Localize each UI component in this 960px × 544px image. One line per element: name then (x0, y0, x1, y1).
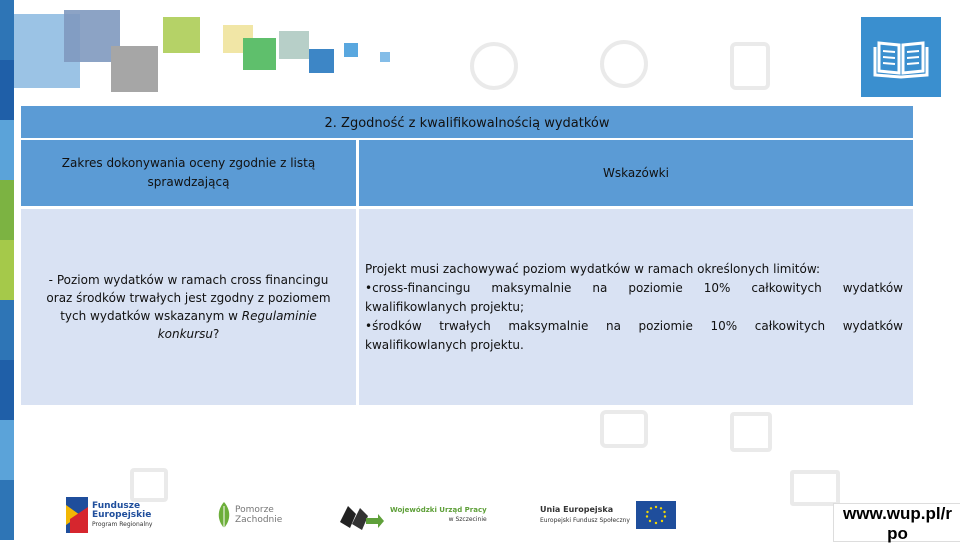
decor-square (163, 17, 200, 53)
table-header-hints (359, 140, 913, 206)
open-book-icon (861, 17, 941, 97)
hint-line: Projekt musi zachowywać poziom wydatków w ramach określonych limitów: (365, 261, 821, 276)
decor-square (243, 38, 276, 70)
logo-unia-europejska (540, 495, 676, 535)
logo-fundusze-europejskie (66, 495, 152, 535)
table-header-hints-label: Wskazówki (603, 165, 669, 180)
decor-square (309, 49, 334, 73)
book-tile (861, 17, 941, 97)
logo-pomorze-zachodnie (215, 495, 282, 535)
table-cell-hints (359, 209, 913, 405)
watermark-icon (790, 470, 840, 506)
criteria-text-end: ? (212, 327, 220, 341)
criteria-text-italic: Regulaminie konkursu (157, 309, 317, 341)
pom-line1: Pomorze (235, 505, 274, 515)
decor-square (111, 46, 158, 92)
table-header-criteria-label: Zakres dokonywania oceny zgodnie z listą sprawdzającą (61, 156, 316, 189)
decor-square (344, 43, 358, 57)
watermark-icon (600, 40, 648, 88)
fe-flag-icon (66, 497, 88, 533)
criteria-text-main: - Poziom wydatków w ramach cross financingu oraz środków trwałych jest zgodny z poziomem tych wydatków wskazanym w (46, 273, 331, 323)
table-cell-criteria (21, 209, 356, 405)
fe-line2: Europejskie (92, 509, 152, 520)
fe-line1: Fundusze (92, 500, 141, 511)
decor-square (380, 52, 390, 62)
footer-url[interactable]: www.wup.pl/r po (833, 503, 960, 542)
ue-line2: Europejski Fundusz Społeczny (540, 517, 630, 524)
left-color-strip (0, 0, 14, 540)
wup-mark-icon (338, 500, 384, 530)
eu-flag-icon (636, 501, 676, 529)
decor-square (279, 31, 309, 59)
section-title: 2. Zgodność z kwalifikowalnością wydatków (21, 106, 913, 138)
wup-line1: Wojewódzki Urząd Pracy (390, 506, 487, 514)
wup-line2: w Szczecinie (448, 516, 487, 523)
logo-wup-szczecin (338, 495, 487, 535)
ue-line1: Unia Europejska (540, 505, 614, 514)
fe-line3: Program Regionalny (92, 520, 153, 528)
criteria-text (35, 271, 342, 343)
watermark-icon (730, 42, 770, 90)
watermark-icon (470, 42, 518, 90)
watermark-icon (600, 410, 648, 448)
hint-line: •środków trwałych maksymalnie na poziomie 10% całkowitych wydatków kwalifikowlanych projektu. (365, 318, 903, 352)
leaf-icon (215, 500, 233, 530)
hint-line: •cross-financingu maksymalnie na poziomie 10% całkowitych wydatków kwalifikowlanych projektu; (365, 280, 903, 314)
table-header-criteria (21, 140, 356, 206)
watermark-icon (730, 412, 772, 452)
pom-line2: Zachodnie (235, 515, 283, 525)
